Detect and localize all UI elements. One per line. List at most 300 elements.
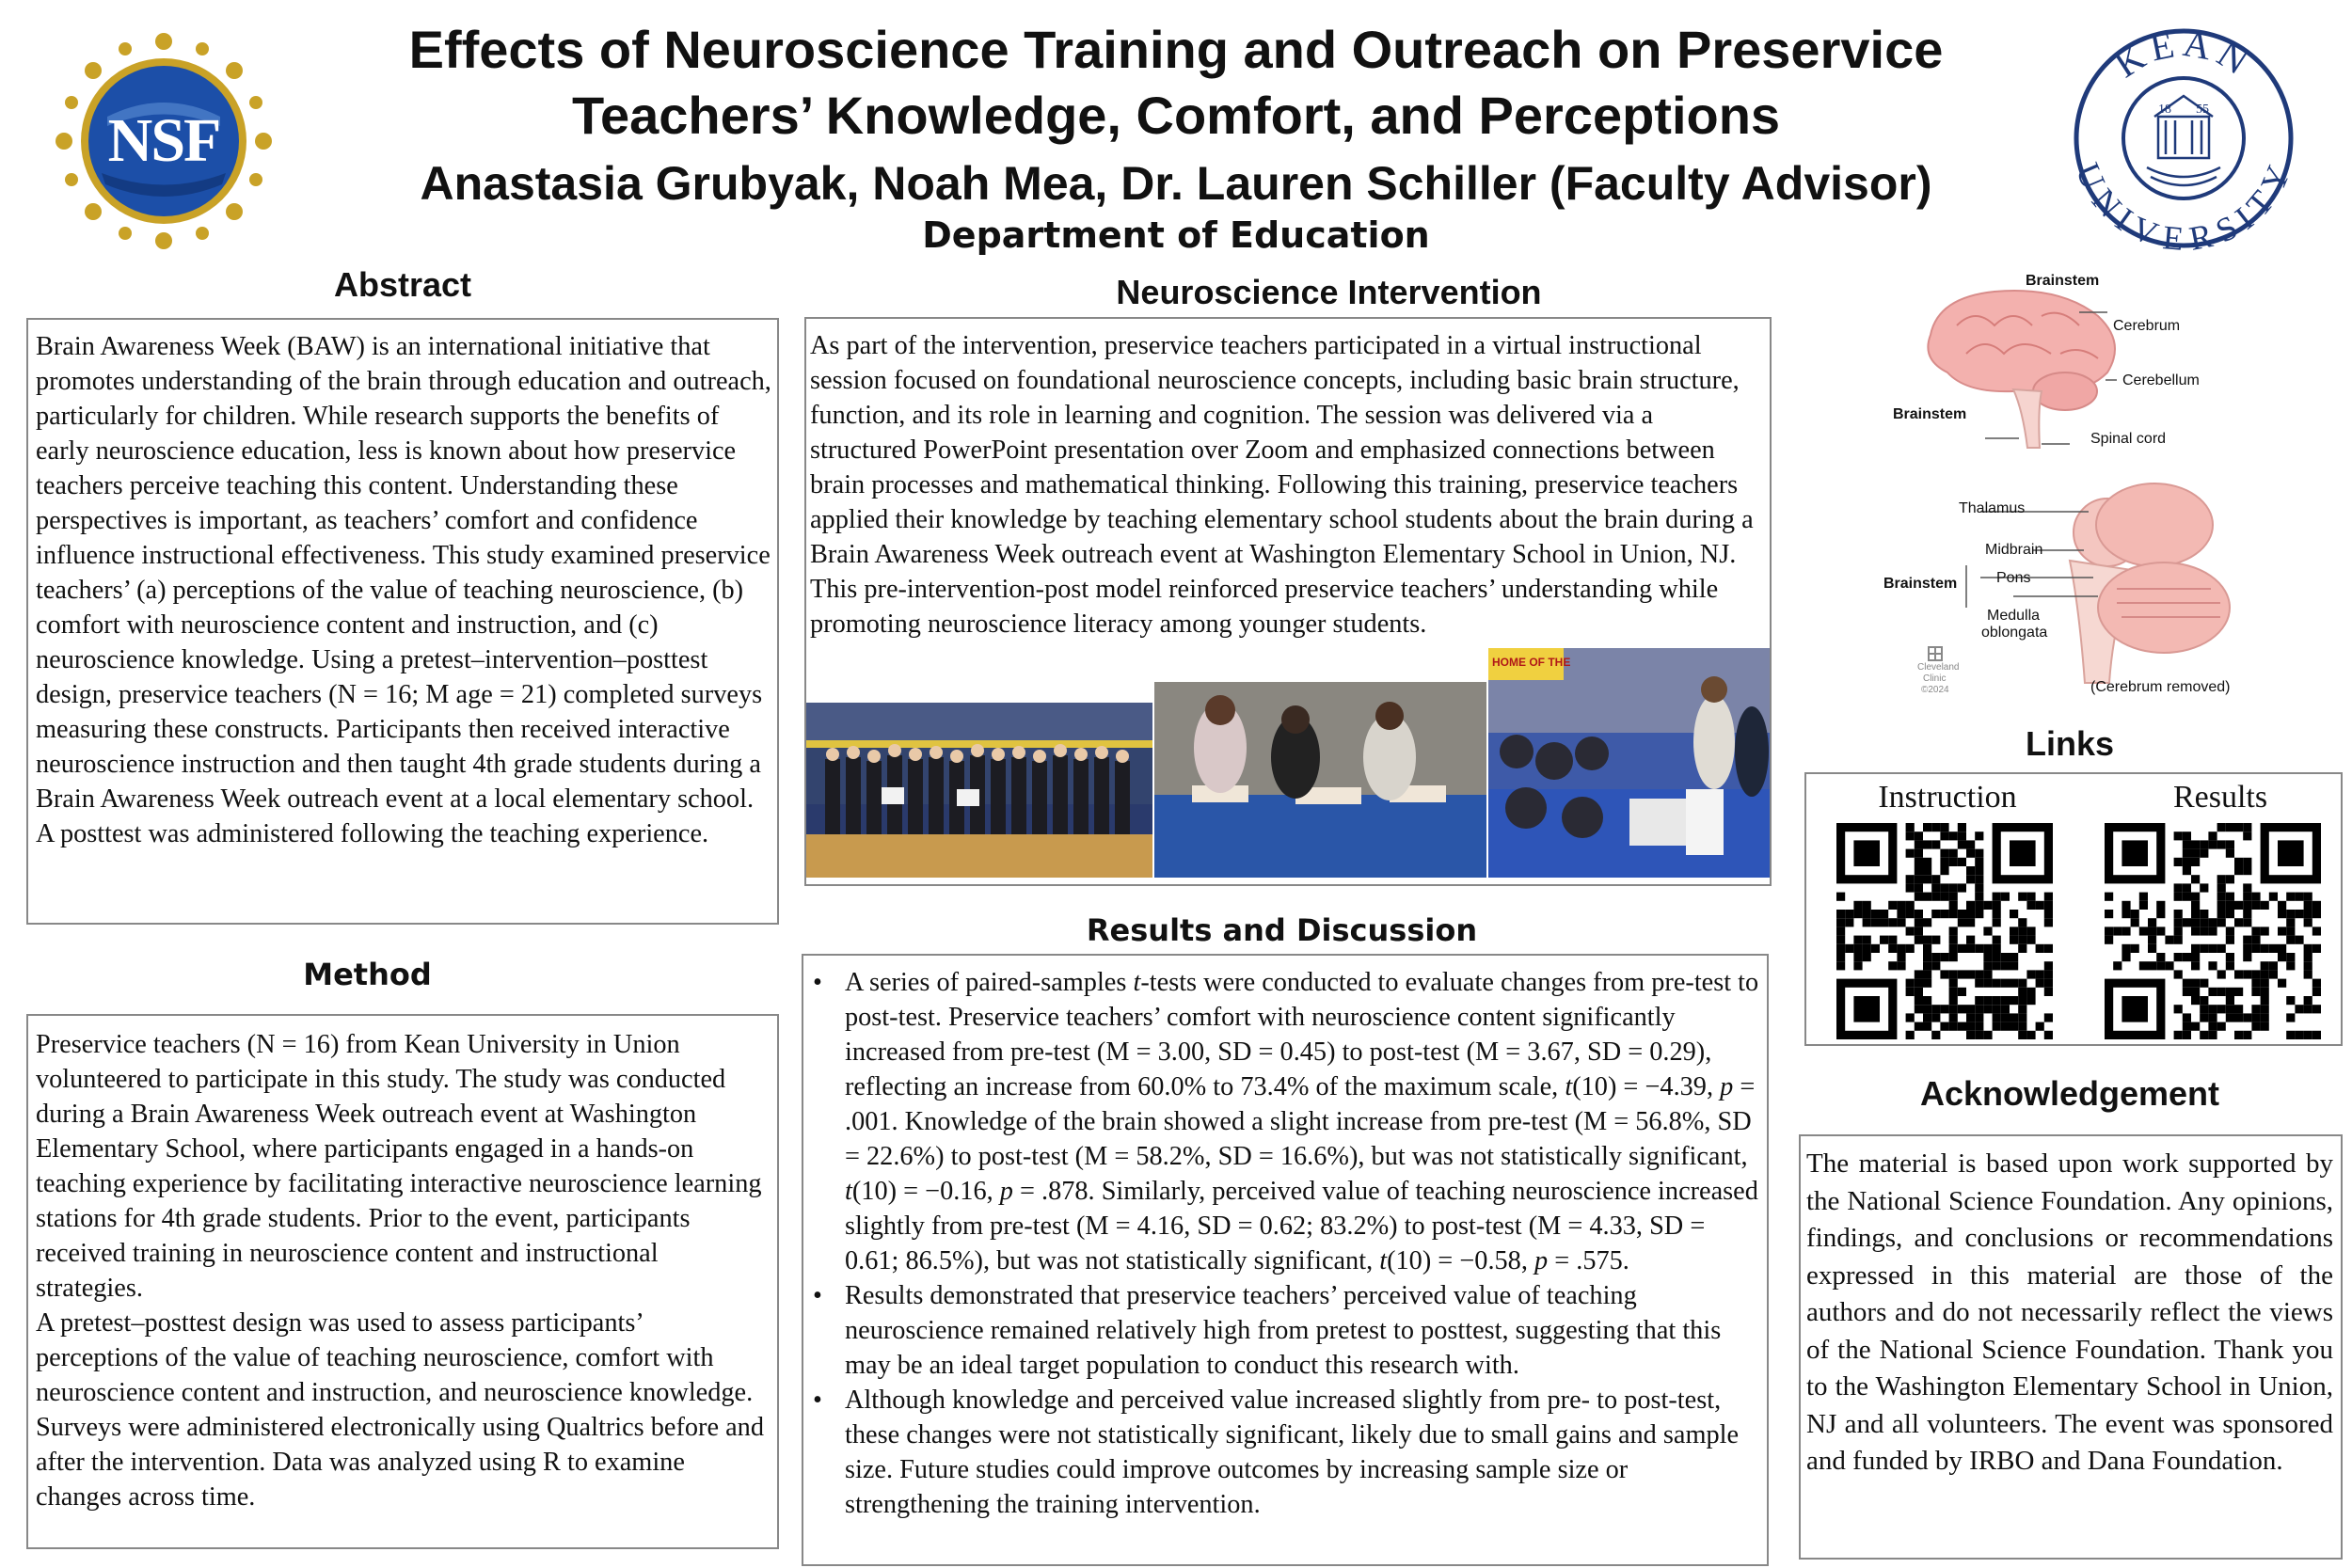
qr-module [2243, 910, 2251, 918]
qr-module [1949, 936, 1958, 944]
qr-module [1915, 918, 1923, 927]
qr-module [1853, 910, 1862, 918]
qr-module [1949, 927, 1958, 935]
results-bullet-2: • Results demonstrated that preservice teachers’ perceived value of teaching neuroscience remained relatively high from pretest to posttest, suggesting that this may be an ideal target population to conduct this research with. [807, 1278, 1759, 1383]
qr-module [1949, 1022, 1958, 1031]
qr-module [2036, 944, 2044, 953]
qr-module [2156, 910, 2165, 918]
qr-module [2026, 901, 2035, 910]
qr-module [1863, 910, 1871, 918]
qr-module [2243, 901, 2251, 910]
qr-module [2148, 944, 2156, 953]
qr-module [2200, 849, 2208, 858]
qr-module [2010, 936, 2018, 944]
qr-results-label: Results [2172, 780, 2268, 815]
qr-module [1845, 944, 1853, 953]
qr-module [2261, 979, 2269, 988]
qr-module [2191, 858, 2200, 866]
qr-module [1958, 1022, 1966, 1031]
qr-module [1966, 1031, 1975, 1039]
abstract-text: Brain Awareness Week (BAW) is an international initiative that promotes understanding of the brain through education and outreach, particularly for children. While research supports the benefits of early neuroscience education, less is known about how preservice teachers perceive teaching this content. Understanding these perspectives is important, as teachers’ comfort and confidence influence instructional effectiveness. This study examined preservice teachers’ (a) perceptions of the value of teaching neuroscience, (b) comfort with neuroscience content and instruction, and (c) neuroscience knowledge. Using a pretest–intervention–posttest design, preservice teachers (N = 16; M age = 21) completed surveys measuring these constructs. Participants then received interactive neuroscience instruction and then taught 4th grade students during a Brain Awareness Week outreach event at a local elementary school. A posttest was administered following the teaching experience. [36, 332, 771, 848]
links-heading: Links [2025, 724, 2115, 763]
qr-module [1923, 858, 1931, 866]
qr-module [2018, 936, 2026, 944]
qr-module [2191, 988, 2200, 996]
qr-module [1906, 910, 1915, 918]
qr-module [2183, 1013, 2191, 1022]
qr-module [1915, 893, 1923, 901]
qr-module [2286, 953, 2295, 961]
qr-module [2286, 1013, 2295, 1022]
qr-module [1993, 918, 2001, 927]
qr-module [2208, 961, 2217, 970]
qr-module [1923, 918, 1931, 927]
group-photo [806, 703, 1152, 878]
svg-text:UNIVERSITY [2072, 158, 2296, 250]
qr-module [1958, 823, 1966, 832]
qr-finder [2010, 840, 2036, 866]
qr-module [1897, 901, 1905, 910]
presenters-photo [1154, 682, 1486, 878]
qr-module [2286, 1031, 2295, 1039]
qr-module [1983, 927, 1992, 935]
qr-module [1923, 866, 1931, 875]
qr-module [1923, 961, 1931, 970]
qr-module [1853, 944, 1862, 953]
qr-module [2226, 927, 2234, 935]
qr-module [1949, 893, 1958, 901]
qr-module [2018, 893, 2026, 901]
qr-module [2139, 961, 2148, 970]
qr-module [2234, 901, 2243, 910]
qr-module [2226, 936, 2234, 944]
qr-module [1845, 910, 1853, 918]
qr-finder [2122, 840, 2148, 866]
qr-module [1863, 918, 1871, 927]
qr-module [2183, 918, 2191, 927]
qr-module [2018, 944, 2026, 953]
qr-module [2105, 910, 2113, 918]
nsf-logo-text: NSF [107, 106, 220, 175]
qr-module [1915, 832, 1923, 840]
qr-module [2312, 979, 2321, 988]
qr-module [2312, 1031, 2321, 1039]
qr-module [2200, 910, 2208, 918]
qr-module [2226, 875, 2234, 883]
qr-module [2217, 910, 2226, 918]
qr-module [2295, 910, 2303, 918]
qr-module [2286, 893, 2295, 901]
qr-module [1906, 944, 1915, 953]
qr-module [1880, 918, 1888, 927]
qr-module [1931, 953, 1940, 961]
qr-module [1853, 953, 1862, 961]
qr-module [2165, 961, 2173, 970]
qr-module [1958, 832, 1966, 840]
qr-module [1975, 875, 1983, 883]
qr-module [1931, 910, 1940, 918]
qr-module [1983, 979, 1992, 988]
qr-module [1915, 927, 1923, 935]
qr-module [1940, 1022, 1948, 1031]
qr-module [2105, 927, 2113, 935]
qr-module [2286, 936, 2295, 944]
qr-module [2001, 961, 2010, 970]
acknowledgement-text: The material is based upon work supported by the National Science Foundation. Any opinions, findings, and conclusions or recommendations expressed in this material are those of the authors and do not necessarily reflect the views of the National Science Foundation. Thank you to the Washington Elementary School in Union, NJ and all volunteers. The event was sponsored and funded by IRBO and Dana Foundation. [1806, 1148, 2333, 1476]
qr-module [2183, 988, 2191, 996]
qr-module [2200, 979, 2208, 988]
qr-module [2295, 1005, 2303, 1013]
qr-module [1906, 901, 1915, 910]
results-box [802, 954, 1769, 1566]
qr-module [1836, 910, 1845, 918]
qr-module [2208, 1031, 2217, 1039]
qr-module [1923, 936, 1931, 944]
qr-module [2139, 893, 2148, 901]
qr-module [2122, 901, 2130, 910]
cleveland-clinic-2: Clinic [1923, 673, 1947, 684]
cerebrum-label: Cerebrum [2113, 318, 2181, 334]
qr-module [1975, 944, 1983, 953]
qr-module [2251, 970, 2260, 978]
qr-module [2251, 1013, 2260, 1022]
qr-module [2304, 918, 2312, 927]
qr-module [1966, 866, 1975, 875]
qr-module [2010, 979, 2018, 988]
qr-module [1906, 1013, 1915, 1022]
pons-label: Pons [1996, 570, 2031, 586]
qr-module [2010, 996, 2018, 1005]
qr-module [2044, 988, 2053, 996]
qr-module [1966, 910, 1975, 918]
qr-module [2174, 832, 2183, 840]
spinal-cord-label: Spinal cord [2090, 431, 2167, 447]
qr-module [1940, 953, 1948, 961]
qr-module [2234, 970, 2243, 978]
qr-module [2010, 1013, 2018, 1022]
qr-module [1836, 936, 1845, 944]
brain-caption: (Cerebrum removed) [2090, 679, 2231, 695]
qr-module [2304, 893, 2312, 901]
qr-module [2018, 1013, 2026, 1022]
qr-module [1949, 953, 1958, 961]
qr-module [1975, 883, 1983, 892]
qr-module [2226, 961, 2234, 970]
qr-module [1966, 875, 1975, 883]
kean-year-left: 18 [2158, 103, 2171, 117]
qr-instruction-label: Instruction [1878, 780, 2017, 815]
qr-module [2251, 893, 2260, 901]
qr-module [1993, 893, 2001, 901]
qr-module [2217, 883, 2226, 892]
qr-module [1975, 901, 1983, 910]
qr-module [2217, 1022, 2226, 1031]
qr-module [1975, 858, 1983, 866]
qr-module [2200, 1005, 2208, 1013]
qr-module [1958, 840, 1966, 848]
qr-module [1949, 996, 1958, 1005]
qr-module [2026, 893, 2035, 901]
qr-module [2234, 988, 2243, 996]
qr-module [1940, 893, 1948, 901]
qr-module [1975, 893, 1983, 901]
qr-module [1983, 970, 1992, 978]
qr-module [2191, 953, 2200, 961]
qr-module [2312, 944, 2321, 953]
outreach-photo [1488, 648, 1770, 878]
nsf-logo [55, 32, 273, 250]
qr-module [1915, 988, 1923, 996]
qr-module [2208, 832, 2217, 840]
title-line-1: Effects of Neuroscience Training and Outreach on Preservice [408, 20, 1944, 79]
results-bullet-3: • Although knowledge and perceived value increased slightly from pre- to post-test, these changes were not statistically significant, likely due to small gains and sample size. Future studies could improve outcomes by increasing sample size or strengthening the training intervention. [807, 1383, 1759, 1522]
qr-module [1845, 918, 1853, 927]
qr-module [2183, 883, 2191, 892]
qr-module [1853, 961, 1862, 970]
qr-module [1906, 823, 1915, 832]
qr-module [2304, 970, 2312, 978]
qr-module [1923, 996, 1931, 1005]
qr-code-instruction[interactable] [1836, 823, 2053, 1039]
qr-module [1993, 996, 2001, 1005]
qr-module [2304, 910, 2312, 918]
qr-module [1958, 918, 1966, 927]
qr-module [1993, 936, 2001, 944]
qr-module [1863, 936, 1871, 944]
qr-module [2217, 901, 2226, 910]
qr-module [2191, 1022, 2200, 1031]
qr-module [1923, 875, 1931, 883]
qr-module [2243, 918, 2251, 927]
qr-module [1983, 996, 1992, 1005]
qr-module [1931, 823, 1940, 832]
qr-module [2018, 979, 2026, 988]
qr-module [1931, 875, 1940, 883]
qr-code-results[interactable] [2105, 823, 2321, 1039]
qr-module [2234, 1031, 2243, 1039]
qr-module [2269, 961, 2278, 970]
qr-module [2226, 988, 2234, 996]
qr-module [2191, 961, 2200, 970]
qr-module [1871, 944, 1880, 953]
qr-module [1958, 883, 1966, 892]
qr-module [2269, 944, 2278, 953]
qr-module [2191, 979, 2200, 988]
qr-module [1906, 849, 1915, 858]
cerebellum-label: Cerebellum [2122, 372, 2200, 388]
qr-module [2200, 944, 2208, 953]
qr-module [2122, 927, 2130, 935]
qr-module [1923, 1005, 1931, 1013]
qr-module [1863, 944, 1871, 953]
qr-module [1993, 901, 2001, 910]
qr-module [2217, 823, 2226, 832]
method-box [26, 1014, 779, 1549]
qr-module [2036, 1022, 2044, 1031]
qr-module [1836, 893, 1845, 901]
qr-module [1871, 918, 1880, 927]
qr-module [2226, 1013, 2234, 1022]
qr-module [2156, 953, 2165, 961]
qr-module [2122, 910, 2130, 918]
qr-module [2001, 1013, 2010, 1022]
qr-module [2304, 901, 2312, 910]
qr-module [1940, 883, 1948, 892]
qr-module [1993, 1005, 2001, 1013]
qr-module [1915, 1022, 1923, 1031]
qr-module [2251, 944, 2260, 953]
qr-module [1915, 875, 1923, 883]
qr-module [1993, 953, 2001, 961]
qr-module [2044, 944, 2053, 953]
qr-module [2139, 901, 2148, 910]
qr-module [2018, 988, 2026, 996]
qr-module [1888, 918, 1897, 927]
qr-module [2026, 988, 2035, 996]
qr-module [2001, 953, 2010, 961]
qr-module [1923, 823, 1931, 832]
qr-module [1993, 944, 2001, 953]
qr-module [1940, 849, 1948, 858]
qr-module [2044, 901, 2053, 910]
qr-module [2191, 875, 2200, 883]
qr-module [2243, 1013, 2251, 1022]
qr-module [1975, 970, 1983, 978]
qr-module [1897, 910, 1905, 918]
qr-module [1949, 944, 1958, 953]
brainstem-label-top: Brainstem [1893, 406, 1967, 422]
qr-module [2234, 866, 2243, 875]
qr-module [2113, 961, 2122, 970]
qr-module [2165, 936, 2173, 944]
qr-module [2131, 910, 2139, 918]
qr-module [2243, 970, 2251, 978]
qr-module [1993, 910, 2001, 918]
qr-module [1966, 944, 1975, 953]
qr-module [1975, 1013, 1983, 1022]
qr-module [2174, 970, 2183, 978]
medulla-label-2: oblongata [1981, 625, 2048, 641]
qr-module [2208, 927, 2217, 935]
qr-module [2234, 823, 2243, 832]
qr-module [2226, 953, 2234, 961]
qr-module [2148, 927, 2156, 935]
title-line-2: Teachers’ Knowledge, Comfort, and Perceptions [571, 86, 1781, 145]
qr-module [2234, 858, 2243, 866]
qr-module [2226, 901, 2234, 910]
qr-module [2295, 893, 2303, 901]
qr-module [1975, 1005, 1983, 1013]
qr-module [1906, 875, 1915, 883]
qr-module [2208, 840, 2217, 848]
qr-module [2208, 1005, 2217, 1013]
qr-module [2226, 823, 2234, 832]
qr-module [2251, 901, 2260, 910]
qr-module [2183, 953, 2191, 961]
qr-module [1853, 901, 1862, 910]
qr-module [1915, 996, 1923, 1005]
qr-module [2226, 1005, 2234, 1013]
qr-module [2044, 979, 2053, 988]
qr-module [2312, 988, 2321, 996]
qr-module [1923, 840, 1931, 848]
qr-module [1923, 1013, 1931, 1022]
qr-module [1915, 970, 1923, 978]
qr-module [2010, 927, 2018, 935]
qr-module [2243, 1031, 2251, 1039]
qr-module [1940, 823, 1948, 832]
authors: Anastasia Grubyak, Noah Mea, Dr. Lauren Schiller (Faculty Advisor) [420, 157, 1932, 210]
acknowledgement-box [1799, 1134, 2343, 1560]
qr-module [2217, 893, 2226, 901]
qr-module [2217, 1005, 2226, 1013]
qr-module [2217, 988, 2226, 996]
qr-module [1906, 979, 1915, 988]
qr-module [2122, 944, 2130, 953]
qr-finder [1853, 840, 1880, 866]
brainstem-label-bottom: Brainstem [1883, 576, 1958, 592]
qr-module [1975, 832, 1983, 840]
brain-title-label: Brainstem [2026, 273, 2100, 289]
qr-module [1915, 883, 1923, 892]
abstract-box [26, 318, 779, 925]
qr-module [2200, 883, 2208, 892]
qr-module [2217, 970, 2226, 978]
qr-module [1949, 849, 1958, 858]
qr-module [1940, 1005, 1948, 1013]
qr-module [1915, 979, 1923, 988]
qr-module [2044, 918, 2053, 927]
qr-module [2113, 927, 2122, 935]
qr-module [2295, 1031, 2303, 1039]
qr-module [2105, 893, 2113, 901]
qr-module [1853, 936, 1862, 944]
qr-module [1863, 901, 1871, 910]
qr-module [2208, 918, 2217, 927]
qr-module [1906, 988, 1915, 996]
qr-module [1906, 927, 1915, 935]
qr-module [1966, 901, 1975, 910]
qr-module [2261, 1013, 2269, 1022]
qr-module [2251, 936, 2260, 944]
qr-module [1949, 979, 1958, 988]
qr-module [2001, 979, 2010, 988]
qr-module [1863, 953, 1871, 961]
qr-module [2226, 849, 2234, 858]
qr-module [1958, 970, 1966, 978]
qr-module [2234, 918, 2243, 927]
qr-module [2226, 996, 2234, 1005]
qr-module [2174, 927, 2183, 935]
qr-module [1931, 936, 1940, 944]
qr-module [2304, 953, 2312, 961]
qr-module [2191, 893, 2200, 901]
intervention-text: As part of the intervention, preservice teachers participated in a virtual instructional session focused on foundational neuroscience concepts, including basic brain structure, function, and its role in learning and cognition. The session was delivered via a structured PowerPoint presentation over Zoom and emphasized connections between brain processes and mathematical thinking. Following this training, preservice teachers applied their knowledge by teaching elementary school students about the brain during a Brain Awareness Week outreach event at Washington Elementary School in Union, NJ. This pre-intervention-post model reinforced preservice teachers’ understanding while promoting neuroscience literacy among younger students. [810, 331, 1754, 639]
qr-module [2191, 901, 2200, 910]
qr-module [2261, 944, 2269, 953]
qr-module [1915, 936, 1923, 944]
qr-module [2010, 910, 2018, 918]
qr-module [2243, 883, 2251, 892]
qr-module [2261, 1022, 2269, 1031]
intervention-box [804, 317, 1772, 886]
qr-module [2001, 1005, 2010, 1013]
qr-module [1983, 1031, 1992, 1039]
qr-module [1958, 944, 1966, 953]
qr-module [1940, 832, 1948, 840]
qr-module [1931, 840, 1940, 848]
qr-module [2312, 910, 2321, 918]
